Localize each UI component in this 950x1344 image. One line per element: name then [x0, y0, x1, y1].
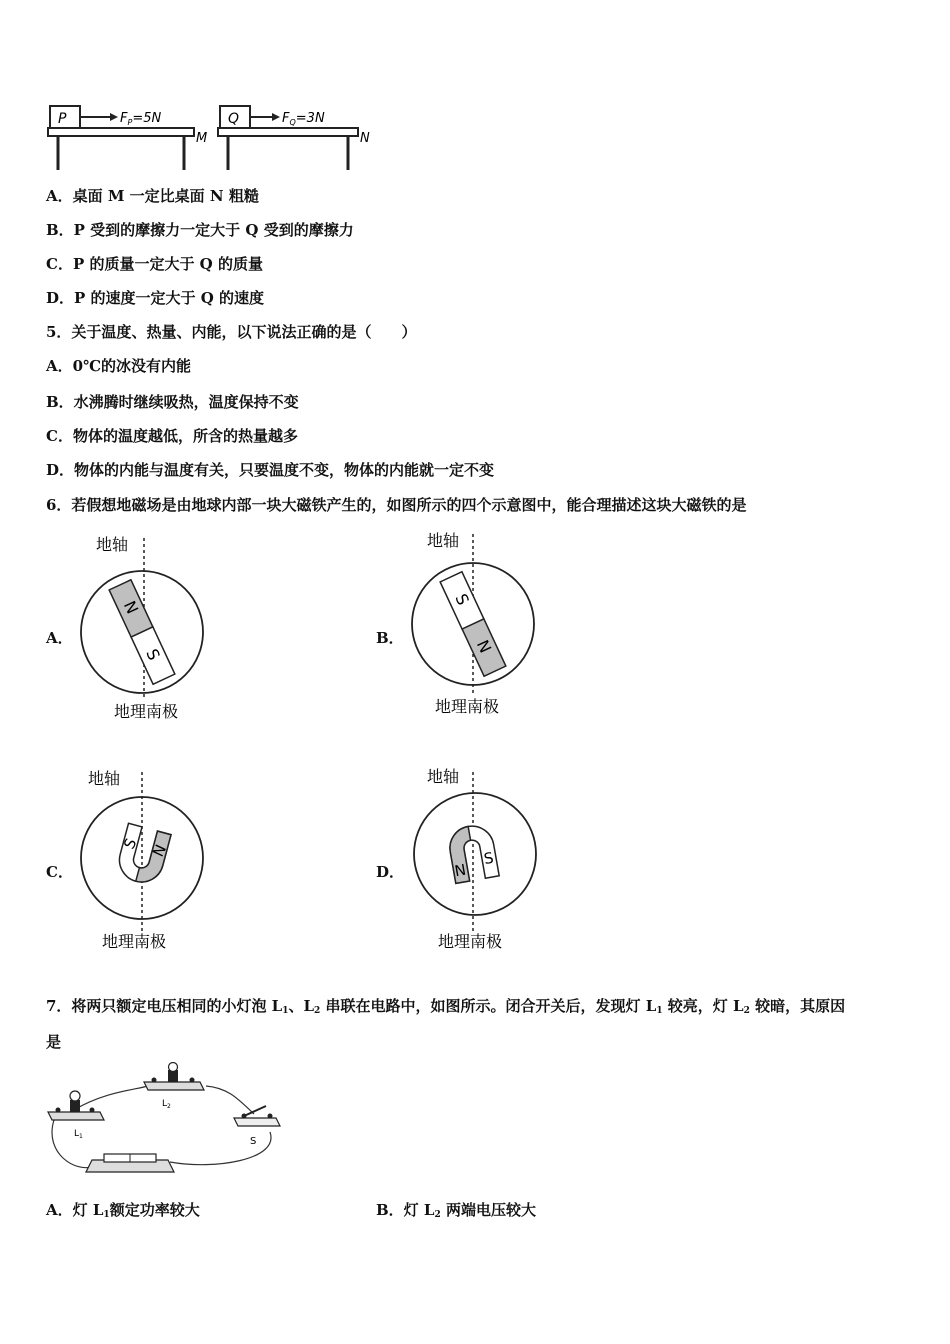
- force-p-label: $F_P=5N$: [120, 111, 162, 127]
- switch-s-label: S: [250, 1136, 257, 1147]
- axis-label: 地轴: [96, 535, 129, 554]
- q6-label-a: A．: [46, 629, 73, 647]
- q6-figure-d: [405, 762, 545, 958]
- pole-n-label: N: [472, 636, 496, 656]
- q6-label-c: C．: [46, 863, 73, 881]
- q6-stem: 6．若假想地磁场是由地球内部一块大磁铁产生的，如图所示的四个示意图中，能合理描述这块大磁铁的是: [46, 496, 747, 514]
- table-n-label: N: [360, 131, 370, 146]
- q7-circuit-figure: [44, 1062, 284, 1182]
- q6-label-d: D．: [376, 863, 405, 881]
- q6-figure-a: [76, 528, 216, 724]
- q6-figure-b: [405, 524, 545, 720]
- pole-n-label: N: [453, 860, 468, 881]
- q6-label-b: B．: [376, 629, 404, 647]
- axis-label: 地轴: [88, 769, 121, 788]
- axis-label: 地轴: [427, 531, 460, 550]
- pole-n-label: N: [149, 841, 171, 860]
- q5-option-a: A．0℃的冰没有内能: [46, 357, 192, 375]
- block-p-label: P: [58, 111, 67, 127]
- pole-s-label: S: [451, 590, 473, 609]
- pole-s-label: S: [482, 848, 496, 869]
- pole-s-label: S: [120, 835, 141, 852]
- south-pole-label: 地理南极: [114, 702, 179, 721]
- pole-n-label: N: [119, 597, 143, 617]
- q4-option-c: C．P 的质量一定大于 Q 的质量: [46, 255, 263, 273]
- q7-stem: 7．将两只额定电压相同的小灯泡 $L_1$、$L_2$ 串联在电路中，如图所示。闭合开关后，发现灯 $L_1$ 较亮，灯 $L_2$ 较暗，其原因: [46, 997, 846, 1016]
- q4-option-a: A．桌面 M 一定比桌面 N 粗糙: [46, 187, 259, 205]
- force-q-label: $F_Q=3N$: [282, 111, 325, 127]
- block-q-label: Q: [228, 111, 240, 127]
- friction-tables-figure: [44, 98, 374, 178]
- axis-label: 地轴: [427, 767, 460, 786]
- q7-option-b: B．灯 $L_2$ 两端电压较大: [376, 1201, 536, 1220]
- south-pole-label: 地理南极: [435, 697, 500, 716]
- q7-option-a: A．灯 $L_1$额定功率较大: [46, 1201, 200, 1220]
- lamp-l1-label: $L_1$: [74, 1129, 83, 1140]
- q5-option-d: D．物体的内能与温度有关，只要温度不变，物体的内能就一定不变: [46, 461, 495, 479]
- q6-figure-c: [76, 762, 216, 958]
- table-m-label: M: [196, 131, 208, 146]
- q5-option-b: B．水沸腾时继续吸热，温度保持不变: [46, 393, 299, 411]
- lamp-l2-label: $L_2$: [162, 1099, 171, 1110]
- q5-stem: 5．关于温度、热量、内能，以下说法正确的是（ ）: [46, 323, 417, 341]
- south-pole-label: 地理南极: [102, 932, 167, 951]
- q5-option-c: C．物体的温度越低，所含的热量越多: [46, 427, 298, 445]
- pole-s-label: S: [142, 645, 164, 664]
- q7-stem-line2: 是: [46, 1033, 62, 1051]
- q4-option-d: D．P 的速度一定大于 Q 的速度: [46, 289, 265, 307]
- q4-option-b: B．P 受到的摩擦力一定大于 Q 受到的摩擦力: [46, 221, 354, 239]
- south-pole-label: 地理南极: [438, 932, 503, 951]
